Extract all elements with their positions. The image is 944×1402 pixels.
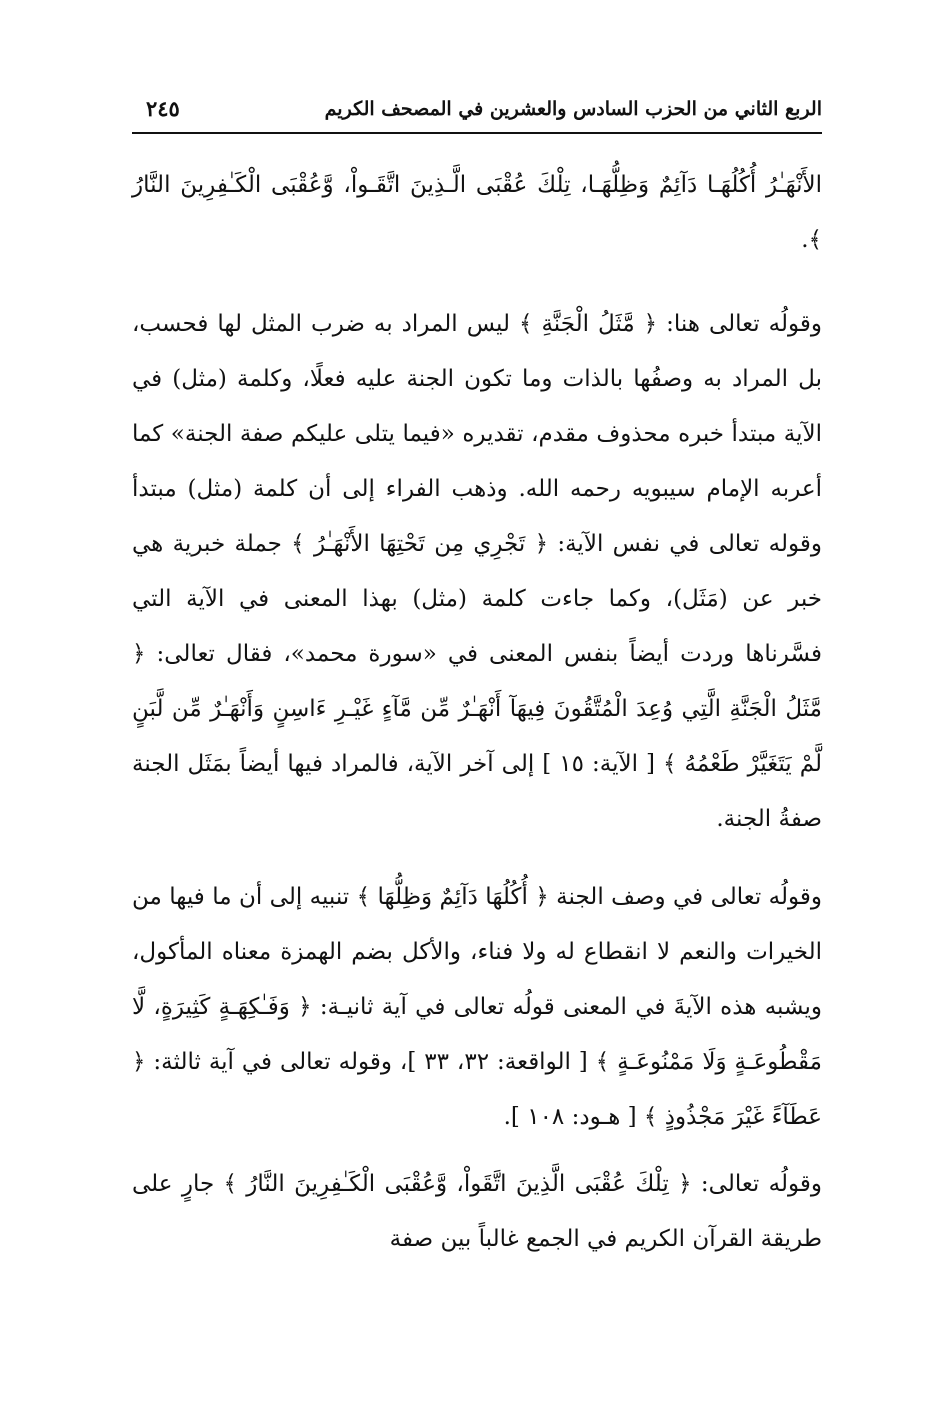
header-title: الربع الثاني من الحزب السادس والعشرين في المصحف الكريم <box>324 98 822 120</box>
paragraph-4: وقولُه تعالى: ﴿ تِلْكَ عُقْبَى الَّذِينَ اتَّقَواْ، وَّعُقْبَى الْكَـٰفِرِينَ النَّارُ ﴾ جارٍ على طريقة القرآن الكريم في الجمع غالباً بين صفة <box>132 1171 822 1252</box>
paragraph-1: الأَنْهَـٰرُ أُكُلُهَـا دَآئِمٌ وَظِلُّهَـا، تِلْكَ عُقْبَى الَّـذِينَ اتَّقَـواْ، وَّعُقْبَى الْكَـٰفِرِينَ النَّارُ ﴾. <box>132 172 822 253</box>
running-header <box>132 92 822 134</box>
page-number: ٢٤٥ <box>146 96 180 121</box>
page-body <box>132 158 822 1267</box>
paragraph-3: وقولُه تعالى في وصف الجنة ﴿ أُكُلُهَا دَآئِمٌ وَظِلُّهَا ﴾ تنبيه إلى أن ما فيها من الخيرات والنعم لا انقطاع له ولا فناء، والأكل بضم الهمزة معناه المأكول، ويشبه هذه الآيةَ في المعنى قولُه تعالى في آية ثانيـة: ﴿ وَفَـٰكِهَـةٍ كَثِيرَةٍ، لَّا مَقْطُوعَـةٍ وَلَا مَمْنُوعَـةٍ ﴾ [ الواقعة: ٣٢، ٣٣ ]، وقوله تعالى في آية ثالثة: ﴿ عَطَآءً غَيْرَ مَجْذُوذٍ ﴾ [ هـود: ١٠٨ ]. <box>132 884 823 1130</box>
paragraph-2: وقولُه تعالى هنا: ﴿ مَّثَلُ الْجَنَّةِ ﴾ ليس المراد به ضرب المثل لها فحسب، بل المراد به وصفُها بالذات وما تكون الجنة عليه فعلًا، وكلمة (مثل) في الآية مبتدأ خبره محذوف مقدم، تقديره «فيما يتلى عليكم صفة الجنة» كما أعربه الإمام سيبويه رحمه الله. وذهب الفراء إلى أن كلمة (مثل) مبتدأ وقوله تعالى في نفس الآية: ﴿ تَجْرِي مِن تَحْتِهَا الأَنْهَـٰرُ ﴾ جملة خبرية هي خبر عن (مَثَل)، وكما جاءت كلمة (مثل) بهذا المعنى في الآية التي فسَّرناها وردت أيضاً بنفس المعنى في «سورة محمد»، فقال تعالى: ﴿ مَّثَلُ الْجَنَّةِ الَّتِي وُعِدَ الْمُتَّقُونَ فِيهَآ أَنْهَـٰرٌ مِّن مَّآءٍ غَيْـرِ ءَاسِنٍ وَأَنْهَـٰرٌ مِّن لَّبَنٍ لَّمْ يَتَغَيَّرْ طَعْمُهُ ﴾ [ الآية: ١٥ ] إلى آخر الآية، فالمراد فيها أيضاً بمَثَل الجنة صفةُ الجنة. <box>132 311 823 832</box>
